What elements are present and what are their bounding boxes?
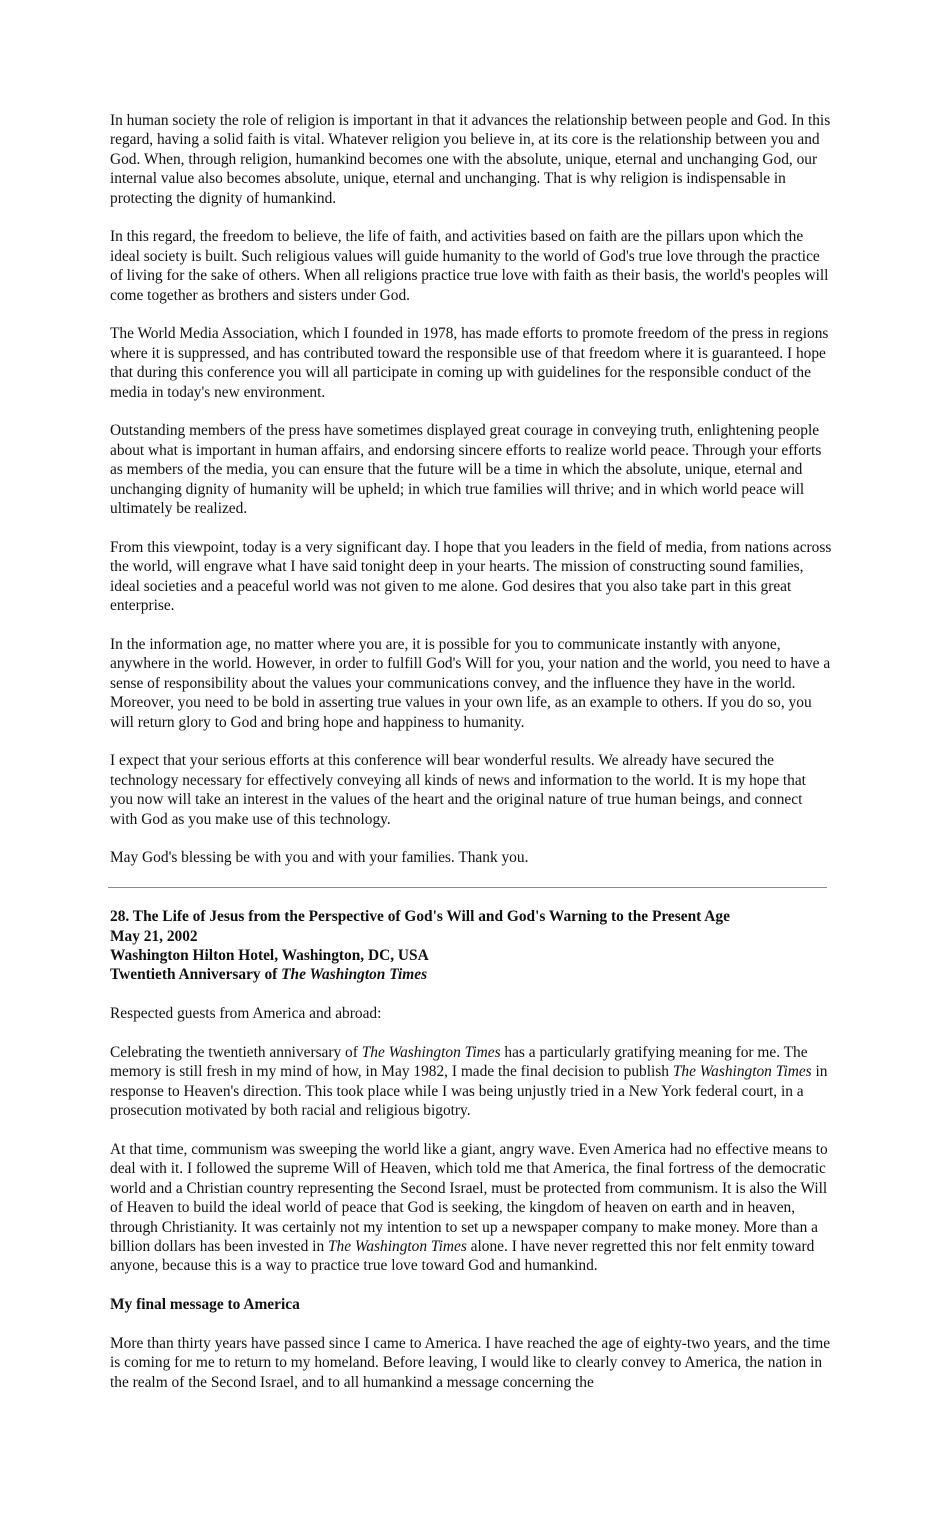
- section-heading: [110, 907, 832, 985]
- celebrating-text-1: Celebrating the twentieth anniversary of: [110, 1043, 362, 1061]
- paragraph-closing-blessing: May God's blessing be with you and with your families. Thank you.: [110, 849, 529, 867]
- section-divider: [108, 887, 827, 888]
- document-page: [110, 111, 832, 1412]
- paragraph-communism: [110, 1140, 832, 1276]
- celebrating-newspaper-title-1: The Washington Times: [361, 1043, 501, 1061]
- paragraph-information-age: In the information age, no matter where you are, it is possible for you to communicate instantly with anyone, anywhere in the world. However, in order to fulfill God's Will for you, your nation and the world, you need to have a sense of responsibility about the values your communications convey, and the influence they have in the world. Moreover, you need to be bold in asserting true values in your own life, as an example to others. If you do so, you will return glory to God and bring hope and happiness to humanity.: [110, 635, 831, 731]
- paragraph-religion-role: In human society the role of religion is important in that it advances the relationship between people and God. In this regard, having a solid faith is vital. Whatever religion you believe in, at its core is the relationship between you and God. When, through religion, humankind becomes one with the absolute, unique, eternal and unchanging God, our internal value also becomes absolute, unique, eternal and unchanging. That is why religion is indispensable in protecting the dignity of humankind.: [110, 112, 831, 207]
- celebrating-text-2: has a particularly gratifying meaning for me. The memory is still fresh in my mind of how, in May 1982, I made the final decision to publish: [110, 1043, 808, 1081]
- subheading-final-message: My final message to America: [110, 1296, 300, 1314]
- section-location: Washington Hilton Hotel, Washington, DC, USA: [110, 946, 429, 964]
- section-date: May 21, 2002: [110, 927, 198, 945]
- paragraph-members-of-press: Outstanding members of the press have sometimes displayed great courage in conveying truth, enlightening people about what is important in human affairs, and endorsing sincere efforts to realize world peace. Through your efforts as members of the media, you can ensure that the future will be a time in which the absolute, unique, eternal and unchanging dignity of humanity will be upheld; in which true families will thrive; and in which world peace will ultimately be realized.: [110, 422, 822, 518]
- paragraph-freedom-to-believe: In this regard, the freedom to believe, the life of faith, and activities based on faith are the pillars upon which the ideal society is built. Such religious values will guide humanity to the world of God's true love through the practice of living for the sake of others. When all religions practice true love with faith as their basis, the world's peoples will come together as brothers and sisters under God.: [110, 228, 829, 304]
- paragraph-conference-results: I expect that your serious efforts at this conference will bear wonderful results. We already have secured the technology necessary for effectively conveying all kinds of news and information to the world. It is my hope that you now will take an interest in the values of the heart and the original nature of true human beings, and connect with God as you make use of this technology.: [110, 752, 806, 828]
- communism-text-1: At that time, communism was sweeping the world like a giant, angry wave. Even America had no effective means to deal with it. I followed the supreme Will of Heaven, which told me that America, the final fortress of the democratic world and a Christian country representing the Second Israel, must be protected from communism. It is also the Will of Heaven to build the ideal world of peace that God is seeking, the kingdom of heaven on earth and in heaven, through Christianity. It was certainly not my intention to set up a newspaper company to make money. More than a billion dollars has been invested in: [110, 1140, 828, 1255]
- paragraph-significant-day: From this viewpoint, today is a very significant day. I hope that you leaders in the field of media, from nations across the world, will engrave what I have said tonight deep in your hearts. The mission of constructing sound families, ideal societies and a peaceful world was not given to me alone. God desires that you also take part in this great enterprise.: [110, 538, 832, 615]
- paragraph-celebrating-anniversary: [110, 1043, 832, 1121]
- occasion-newspaper-title: The Washington Times: [281, 966, 428, 984]
- salutation: Respected guests from America and abroad:: [110, 1005, 382, 1023]
- occasion-prefix: Twentieth Anniversary of: [110, 966, 282, 984]
- section-title: 28. The Life of Jesus from the Perspective of God's Will and God's Warning to the Present Age: [110, 908, 730, 926]
- celebrating-newspaper-title-2: The Washington Times: [672, 1063, 812, 1081]
- communism-newspaper-title: The Washington Times: [328, 1237, 467, 1255]
- celebrating-text-3: in response to Heaven's direction. This took place while I was being unjustly tried in a New York federal court, in a prosecution motivated by both racial and religious bigotry.: [110, 1063, 828, 1120]
- paragraph-world-media-association: The World Media Association, which I founded in 1978, has made efforts to promote freedom of the press in regions where it is suppressed, and has contributed toward the responsible use of that freedom where it is guaranteed. I hope that during this conference you will all participate in coming up with guidelines for the responsible conduct of the media in today's new environment.: [110, 325, 829, 401]
- section-occasion: [110, 965, 832, 984]
- paragraph-final-message: More than thirty years have passed since I came to America. I have reached the age of eighty-two years, and the time is coming for me to return to my homeland. Before leaving, I would like to clearly convey to America, the nation in the realm of the Second Israel, and to all humankind a message concerning the: [110, 1334, 831, 1391]
- communism-text-2: alone. I have never regretted this nor felt enmity toward anyone, because this is a way to practice true love toward God and humankind.: [110, 1237, 815, 1275]
